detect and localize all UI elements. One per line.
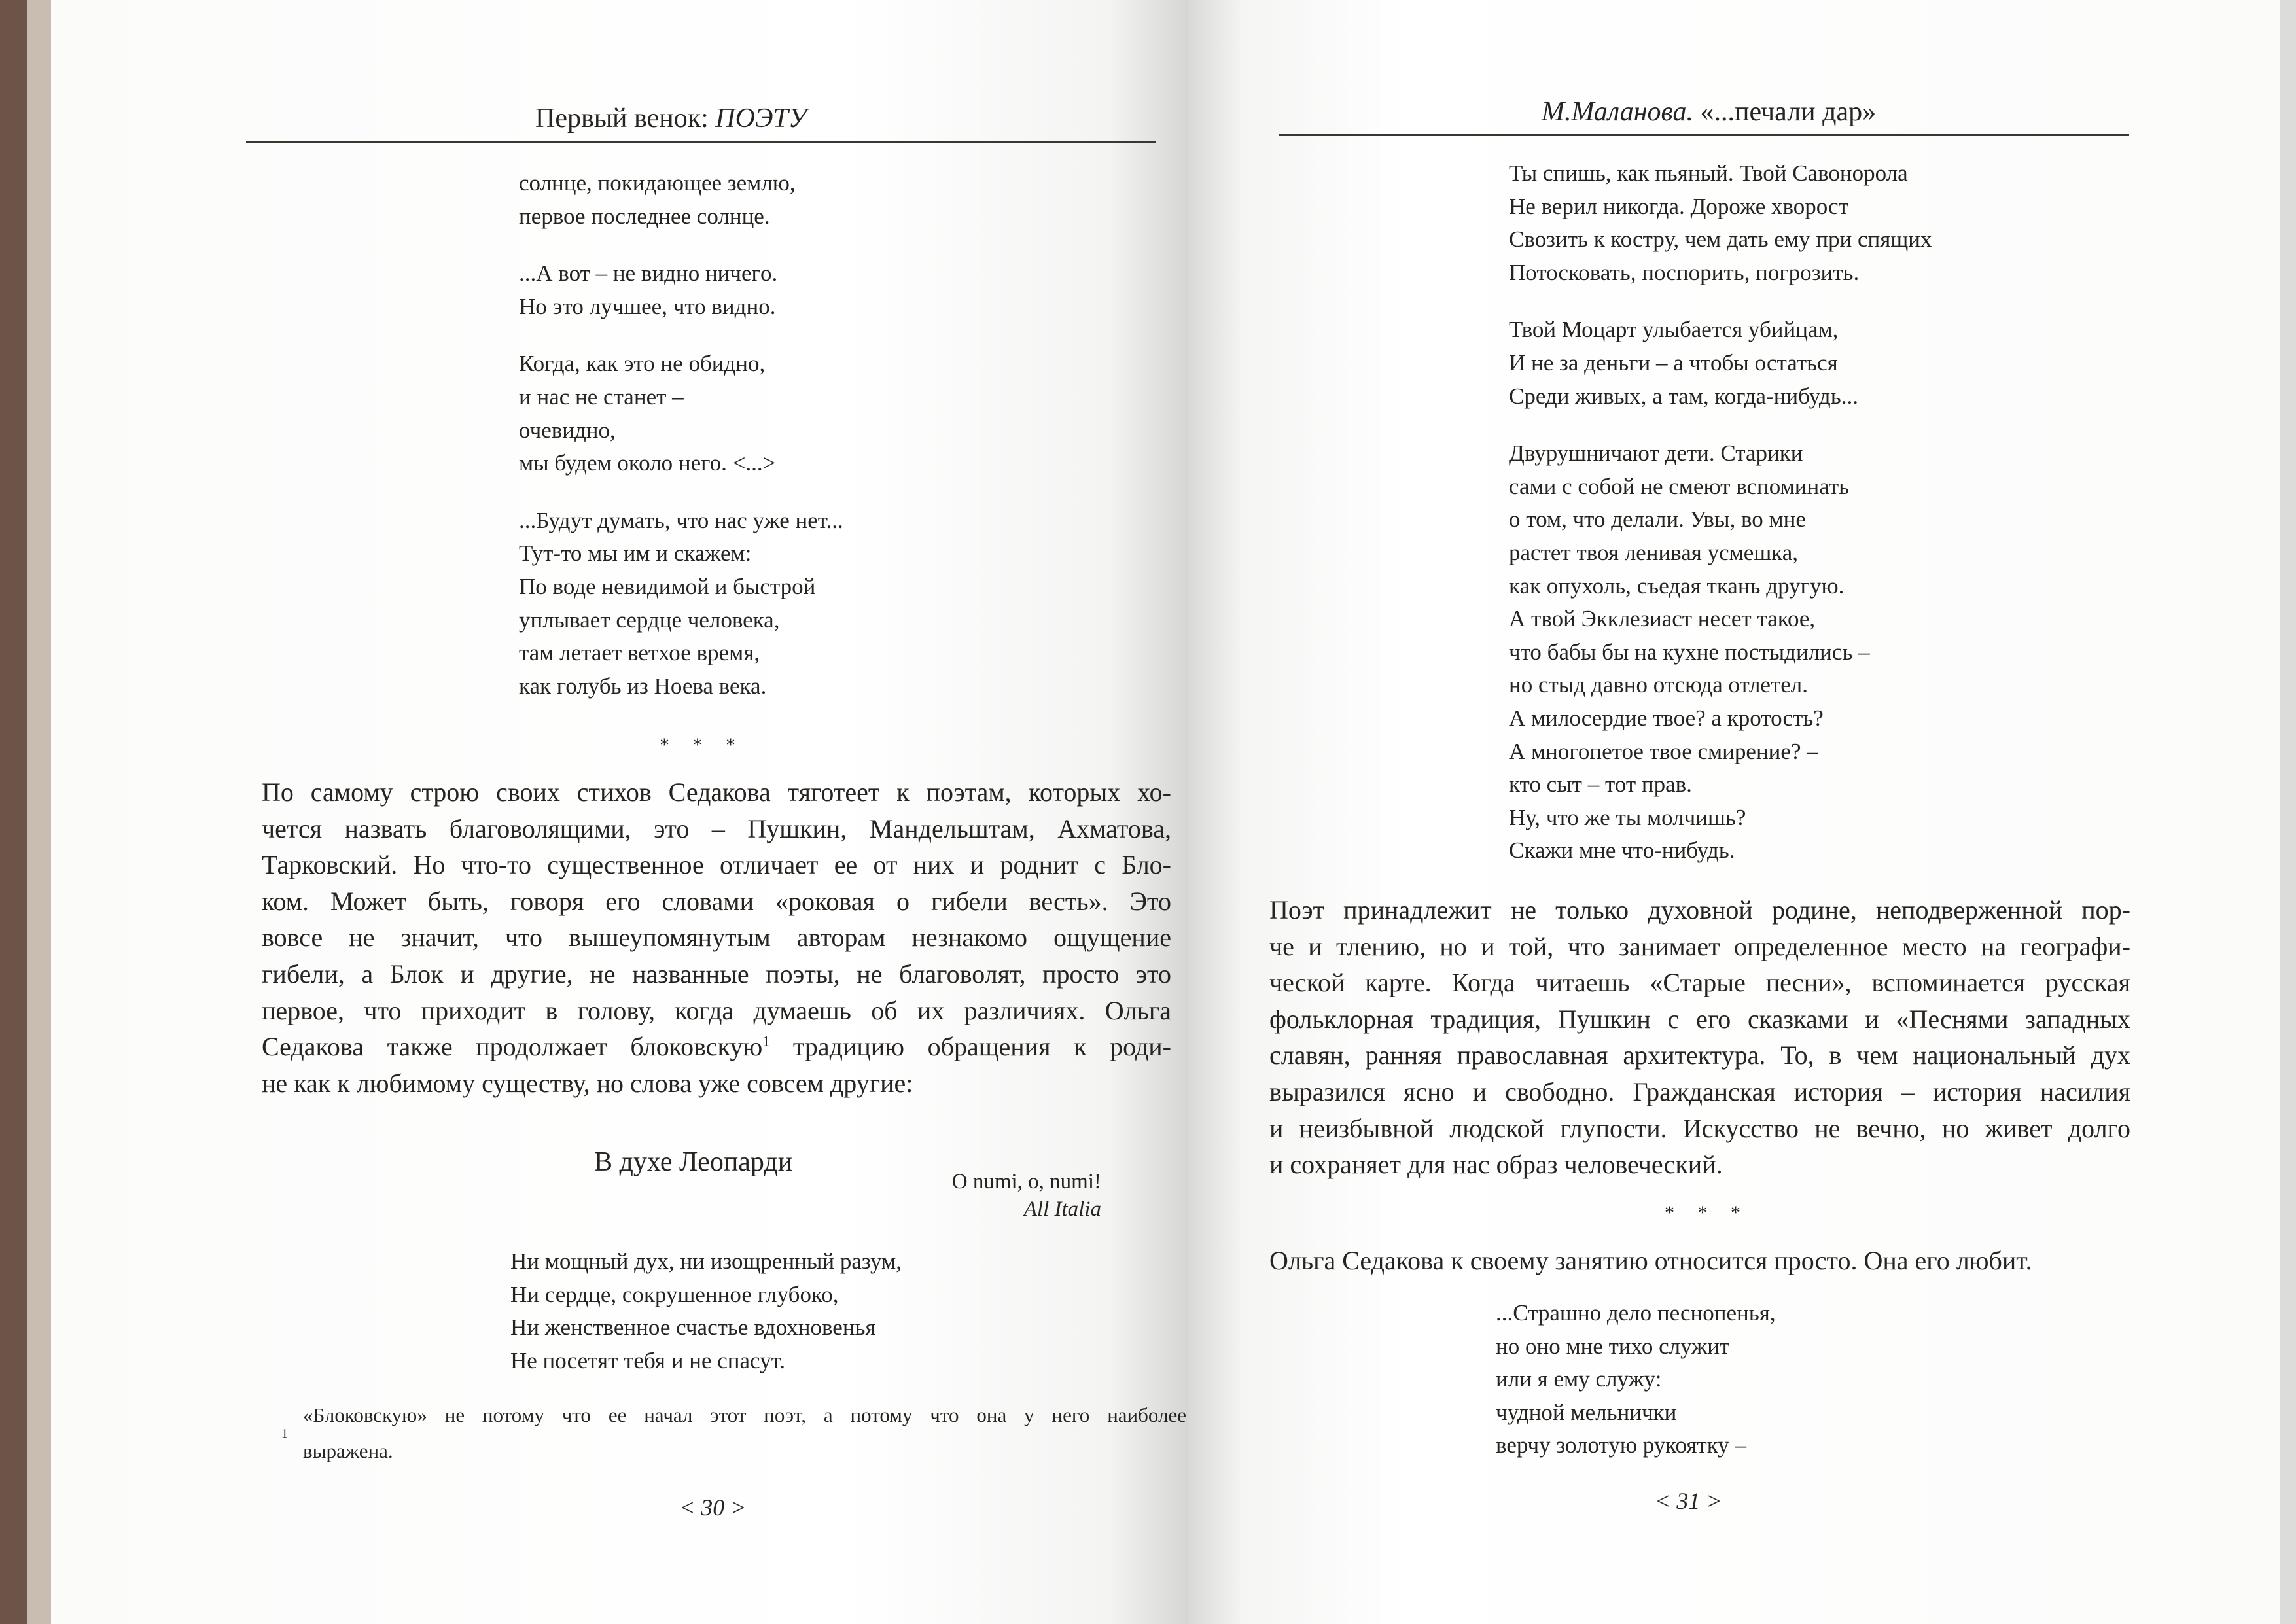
left-section-break: * * * — [660, 734, 745, 756]
paragraph-line: славян, ранняя православная архитектура. То, в чем национальный дух — [1269, 1040, 2130, 1070]
verse-line: Когда, как это не обидно, — [519, 351, 766, 377]
verse-line: А милосердие твое? а кротость? — [1509, 705, 1824, 731]
right-verse-1 — [1509, 157, 1932, 868]
poem-title: В духе Леопарди — [594, 1147, 793, 1177]
verse-line: Двурушничают дети. Старики — [1509, 440, 1803, 467]
verse-line: как опухоль, съедая ткань другую. — [1509, 573, 1845, 599]
paragraph-line: че и тлению, но и той, что занимает определенное место на географи- — [1269, 931, 2130, 961]
epigraph-text: O numi, o, numi! — [951, 1170, 1101, 1193]
verse-line: но оно мне тихо служит — [1496, 1333, 1730, 1359]
verse-line: верчу золотую рукоятку – — [1496, 1432, 1746, 1458]
verse-line: Ты спишь, как пьяный. Твой Савонорола — [1509, 160, 1908, 186]
paragraph-line: не как к любимому существу, но слова уже совсем другие: — [262, 1068, 913, 1098]
line-text: Седакова также продолжает блоковскую — [262, 1032, 763, 1062]
verse-line: А твой Экклезиаст несет такое, — [1509, 606, 1816, 632]
right-verse-2 — [1496, 1297, 1776, 1462]
verse-line: Не верил никогда. Дороже хворост — [1509, 193, 1849, 219]
paragraph-line: Тарковский. Но что-то существенное отличает ее от них и роднит с Бло- — [262, 850, 1171, 880]
right-page-number: < 31 > — [1655, 1488, 1722, 1514]
verse-line: Потосковать, поспорить, погрозить. — [1509, 259, 1860, 285]
running-head-title: «...печали дар» — [1700, 97, 1877, 127]
verse-line: Скажи мне что-нибудь. — [1509, 838, 1735, 864]
epigraph-source: All Italia — [1023, 1197, 1101, 1221]
right-running-head — [1542, 95, 1876, 129]
footnote-reference[interactable]: 1 — [762, 1033, 770, 1050]
book-spine-edge — [0, 0, 27, 1624]
footnote — [303, 1397, 1186, 1469]
paragraph-line: и сохраняет для нас образ человеческий. — [1269, 1150, 1723, 1180]
verse-line: кто сыт – тот прав. — [1509, 771, 1692, 798]
verse-line: ...Страшно дело песнопенья, — [1496, 1300, 1776, 1326]
running-head-title: ПОЭТУ — [715, 103, 807, 133]
verse-line: ...А вот – не видно ничего. — [519, 260, 778, 287]
paragraph-line: чется назвать благоволящими, это – Пушкин, Мандельштам, Ахматова, — [262, 813, 1171, 843]
paragraph-line: По самому строю своих стихов Седакова тяготеет к поэтам, которых хо- — [262, 777, 1171, 807]
left-verse-2 — [510, 1245, 902, 1377]
verse-line: о том, что делали. Увы, во мне — [1509, 506, 1806, 533]
footnote-line: «Блоковскую» не потому что ее начал этот поэт, а потому что она у него наиболее — [303, 1403, 1186, 1426]
verse-line: Свозить к костру, чем дать ему при спящих — [1509, 226, 1932, 253]
verse-line: уплывает сердце человека, — [519, 607, 780, 633]
verse-line: По воде невидимой и быстрой — [519, 573, 816, 599]
verse-line: Ни сердце, сокрушенное глубоко, — [510, 1281, 839, 1307]
left-verse-1 — [519, 167, 843, 703]
left-page — [51, 0, 1188, 1624]
paragraph-line: гибели, а Блок и другие, не названные поэты, не благоволят, просто это — [262, 959, 1171, 989]
verse-line: ...Будут думать, что нас уже нет... — [519, 507, 843, 533]
paragraph-line: вовсе не значит, что вышеупомянутым авторам незнакомо ощущение — [262, 923, 1171, 953]
left-paragraph — [262, 774, 1171, 1101]
verse-line: солнце, покидающее землю, — [519, 170, 796, 196]
verse-line: или я ему служу: — [1496, 1366, 1662, 1392]
verse-line: Тут-то мы им и скажем: — [519, 540, 752, 567]
verse-line: Ни женственное счастье вдохновенья — [510, 1315, 876, 1341]
page-stack-edge — [27, 0, 51, 1624]
verse-line: Ну, что же ты молчишь? — [1509, 804, 1746, 830]
verse-line: Не посетят тебя и не спасут. — [510, 1347, 786, 1373]
right-header-rule — [1279, 134, 2129, 136]
paragraph-line: фольклорная традиция, Пушкин с его сказками и «Песнями западных — [1269, 1004, 2130, 1034]
paragraph-line: Поэт принадлежит не только духовной родине, неподверженной пор- — [1269, 895, 2130, 925]
verse-line: Среди живых, а там, когда-нибудь... — [1509, 383, 1858, 409]
right-page — [1188, 0, 2280, 1624]
verse-line: сами с собой не смеют вспоминать — [1509, 473, 1850, 499]
right-paragraph — [1269, 892, 2130, 1183]
verse-line: чудной мельнички — [1496, 1399, 1677, 1425]
left-running-head — [535, 101, 807, 135]
paragraph-line: и неизбывной людской глупости. Искусство не вечно, но живет долго — [1269, 1113, 2130, 1143]
verse-line: как голубь из Ноева века. — [519, 673, 767, 699]
running-head-author: М.Маланова. — [1542, 97, 1693, 127]
paragraph-line: первое, что приходит в голову, когда думаешь об их различиях. Ольга — [262, 995, 1171, 1025]
verse-line: там летает ветхое время, — [519, 640, 760, 666]
running-head-label: Первый венок: — [535, 103, 709, 133]
verse-line: А многопетое твое смирение? – — [1509, 738, 1818, 764]
verse-line: И не за деньги – а чтобы остаться — [1509, 349, 1838, 376]
verse-line: Ни мощный дух, ни изощренный разум, — [510, 1248, 902, 1274]
paragraph-line: ческой карте. Когда читаешь «Старые песни», вспоминается русская — [1269, 968, 2130, 998]
footnote-line: выражена. — [303, 1439, 393, 1462]
paragraph-line: ком. Может быть, говоря его словами «роковая о гибели весть». Это — [262, 886, 1171, 916]
left-page-number: < 30 > — [679, 1494, 747, 1521]
paragraph-line — [262, 1029, 1171, 1065]
closing-sentence: Ольга Седакова к своему занятию относится просто. Она его любит. — [1269, 1246, 2032, 1275]
line-text: традицию обращения к роди- — [769, 1032, 1171, 1062]
left-header-rule — [246, 141, 1156, 143]
right-page-edge — [2280, 0, 2296, 1624]
verse-line: что бабы бы на кухне постыдились – — [1509, 639, 1870, 665]
right-section-break: * * * — [1665, 1202, 1750, 1224]
verse-line: Но это лучшее, что видно. — [519, 293, 776, 319]
paragraph-line: выразился ясно и свободно. Гражданская история – история насилия — [1269, 1076, 2130, 1106]
verse-line: Твой Моцарт улыбается убийцам, — [1509, 317, 1839, 343]
epigraph — [849, 1168, 1101, 1223]
verse-line: мы будем около него. <...> — [519, 450, 776, 476]
verse-line: и нас не станет – — [519, 383, 684, 410]
verse-line: но стыд давно отсюда отлетел. — [1509, 672, 1808, 698]
verse-line: растет твоя ленивая усмешка, — [1509, 539, 1799, 565]
verse-line: первое последнее солнце. — [519, 203, 770, 229]
footnote-mark: 1 — [281, 1426, 288, 1441]
verse-line: очевидно, — [519, 417, 616, 443]
